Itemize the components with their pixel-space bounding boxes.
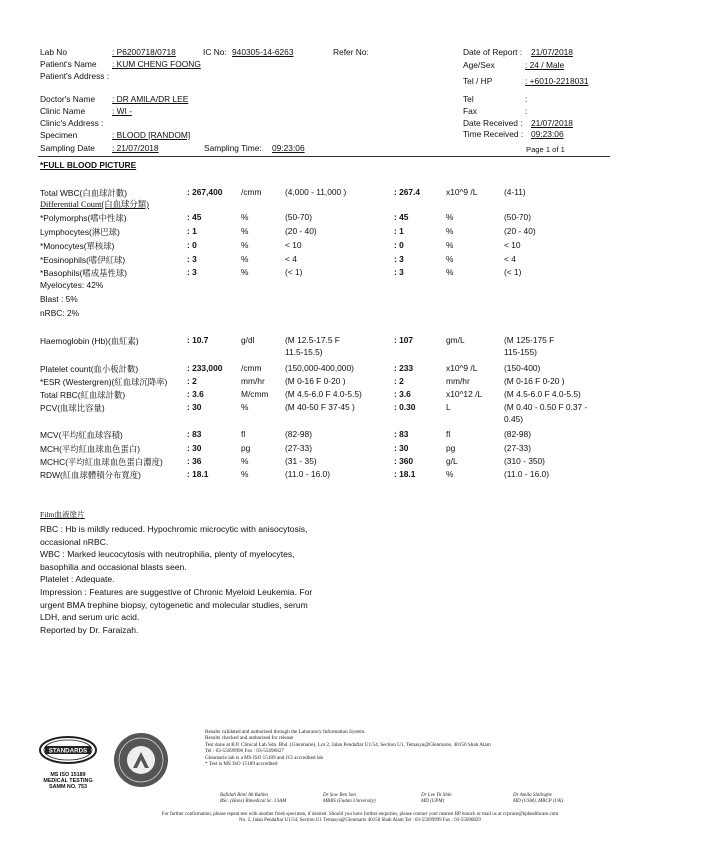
result-si-value: : 107 (394, 335, 414, 345)
date-received-value: 21/07/2018 (531, 118, 573, 128)
result-range: (50-70) (285, 212, 312, 222)
result-value: : 3.6 (187, 389, 204, 399)
tel-hp-label: Tel / HP (463, 76, 493, 86)
footer-contact-text (40, 812, 680, 825)
result-si-range: (82-98) (504, 429, 531, 439)
result-range: < 10 (285, 240, 302, 250)
result-si-unit: % (446, 267, 454, 277)
result-unit: % (241, 240, 249, 250)
result-si-value: : 1 (394, 226, 404, 236)
clinic-address-label: Clinic's Address : (40, 118, 104, 128)
result-row (0, 226, 718, 238)
result-si-unit: gm/L (446, 335, 465, 345)
result-si-value: : 0 (394, 240, 404, 250)
page-indicator: Page 1 of 1 (526, 145, 565, 154)
result-value: : 10.7 (187, 335, 209, 345)
result-si-value: : 2 (394, 376, 404, 386)
time-received-label: Time Received : (463, 129, 524, 139)
signatory (421, 793, 452, 805)
date-received-label: Date Received : (463, 118, 523, 128)
ic-no-value: 940305-14-6263 (232, 47, 294, 57)
result-si-unit: % (446, 226, 454, 236)
result-si-range: (310 - 350) (504, 456, 545, 466)
result-si-value: : 360 (394, 456, 414, 466)
film-note-line: basophilia and occasional blasts seen. (40, 561, 187, 572)
film-note-line: Reported by Dr. Faraizah. (40, 624, 139, 635)
result-value: : 2 (187, 376, 197, 386)
tel-hp-value: : +6010-2218031 (525, 76, 589, 86)
result-row (0, 240, 718, 252)
result-value: : 233,000 (187, 363, 223, 373)
result-si-range: < 4 (504, 254, 516, 264)
result-name: Total WBC(白血球計數) (40, 188, 128, 198)
film-note-line: WBC : Marked leucocytosis with neutrophilia, plenty of myelocytes, (40, 549, 295, 560)
lab-no-value: : P6200718/0718 (112, 47, 176, 57)
specimen-value: : BLOOD [RANDOM] (112, 130, 191, 140)
signatory (513, 793, 563, 805)
result-range: (20 - 40) (285, 226, 317, 236)
clinic-value: : WI - (112, 106, 133, 116)
footer-contact-line: For further confirmation, please repeat test with another fresh specimen, if desired. Should you have further enquiries, please contact your nearest BP branch or mail us at ccpcare@bphealthcare.com (161, 812, 559, 817)
validation-line: * Test is MS ISO 15189 accredited (205, 761, 278, 768)
signatory (220, 793, 286, 805)
result-row (0, 443, 718, 455)
date-report-value: 21/07/2018 (531, 47, 573, 57)
result-unit: % (241, 469, 249, 479)
result-unit: pg (241, 443, 251, 453)
film-note-line: RBC : Hb is mildly reduced. Hypochromic microcytic with anisocytosis, (40, 524, 308, 534)
result-value: : 45 (187, 212, 202, 222)
result-si-unit: x10^9 /L (446, 363, 478, 373)
result-range: (< 1) (285, 267, 303, 277)
result-range: (4,000 - 11,000 ) (285, 187, 347, 197)
sampling-date-value: : 21/07/2018 (112, 143, 159, 153)
result-name: RDW(紅血球體積分布寬度) (40, 470, 141, 480)
result-row (0, 335, 718, 347)
result-name: Lymphocytes(淋巴球) (40, 227, 120, 237)
validation-line: Results validated and authorised through the Laboratory Information System. (205, 729, 366, 735)
result-name: *ESR (Westergren)(紅血球沉降率) (40, 377, 168, 387)
result-si-value: : 30 (394, 443, 409, 453)
result-value: : 3 (187, 267, 197, 277)
result-range: (27-33) (285, 443, 312, 453)
refer-no-label: Refer No: (333, 47, 369, 57)
film-note-line: occasional nRBC. (40, 536, 109, 547)
validation-text (205, 729, 491, 767)
result-name: *Polymorphs(嗜中性球) (40, 213, 127, 223)
result-range: (31 - 35) (285, 456, 317, 466)
film-notes (40, 523, 340, 636)
result-range: 11.5-15.5) (285, 347, 323, 357)
result-name: Total RBC(紅血球計數) (40, 390, 126, 400)
result-unit: % (241, 226, 249, 236)
patient-name-value: : KUM CHENG FOONG (112, 59, 201, 69)
validation-line: Results checked and authorised for release (205, 735, 294, 742)
result-si-range: (50-70) (504, 212, 531, 222)
doctor-label: Doctor's Name (40, 94, 96, 104)
doctor-value: : DR AMILA/DR LEE (112, 94, 189, 104)
lab-no-label: Lab No (40, 47, 68, 57)
result-value: : 0 (187, 240, 197, 250)
result-row (0, 402, 718, 414)
result-name: Platelet count(血小板計數) (40, 364, 139, 374)
result-range: (M 0-16 F 0-20 ) (285, 376, 346, 386)
result-si-unit: x10^12 /L (446, 389, 483, 399)
result-si-value: : 3 (394, 254, 404, 264)
section-title: *FULL BLOOD PICTURE (40, 160, 137, 170)
result-name: *Basophils(嗜成基性球) (40, 268, 128, 278)
result-unit: M/cmm (241, 389, 269, 399)
signatory-name: Rafidah Binti Ab Rahim (220, 793, 268, 798)
age-sex-value: : 24 / Male (525, 60, 565, 70)
result-unit: /cmm (241, 363, 262, 373)
result-si-value: : 83 (394, 429, 409, 439)
result-value: : 267,400 (187, 187, 223, 197)
fax-value: : (525, 106, 528, 116)
ic-no-label: IC No: (203, 47, 227, 57)
result-row (0, 429, 718, 441)
result-unit: g/dl (241, 335, 255, 345)
validation-line: Test done at B.P. Clinical Lab Sdn. Bhd. (Glenmarie), Lot 2, Jalan Pendaftar U1/54, Section U1, Temasya@Glenmarie, 40150 Shah Alam (205, 741, 491, 748)
result-si-range: 0.45) (504, 414, 524, 424)
result-si-unit: % (446, 469, 454, 479)
result-value: : 18.1 (187, 469, 209, 479)
result-unit: % (241, 212, 249, 222)
result-si-value: : 233 (394, 363, 414, 373)
specimen-label: Specimen (40, 130, 78, 140)
result-si-value: : 267.4 (394, 187, 421, 197)
result-row (0, 294, 718, 306)
result-range: (M 4.5-6.0 F 4.0-5.5) (285, 389, 362, 399)
result-name: MCHC(平均紅血球血色蛋白濃度) (40, 457, 163, 467)
result-row (0, 267, 718, 279)
result-row (0, 389, 718, 401)
result-si-range: (M 4.5-6.0 F 4.0-5.5) (504, 389, 581, 399)
result-si-range: < 10 (504, 240, 521, 250)
film-note-line: Platelet : Adequate. (40, 574, 115, 585)
result-si-range: (M 125-175 F (504, 335, 555, 345)
jci-seal-icon (113, 732, 169, 788)
result-value: : 30 (187, 402, 202, 412)
result-name: Haemoglobin (Hb)(血紅素) (40, 336, 139, 346)
result-name: *Eosinophils(嗜伊紅球) (40, 255, 126, 265)
result-si-value: : 0.30 (394, 402, 416, 412)
result-si-unit: L (446, 402, 451, 412)
patient-address-label: Patient's Address : (40, 71, 110, 81)
patient-name-label: Patient's Name (40, 59, 97, 69)
result-row (0, 212, 718, 224)
result-name: MCV(平均紅血球容積) (40, 430, 123, 440)
result-row (0, 198, 718, 210)
result-si-unit: x10^9 /L (446, 187, 478, 197)
result-range: (M 12.5-17.5 F (285, 335, 340, 345)
result-si-unit: % (446, 240, 454, 250)
result-si-range: (20 - 40) (504, 226, 536, 236)
signatory-name: Dr Amila Sinlinghe (513, 793, 552, 798)
validation-line: Glenmarie lab is a MS ISO 15189 and JCI accredited lab (205, 754, 324, 761)
result-si-range: 115-155) (504, 347, 537, 357)
result-si-range: (150-400) (504, 363, 541, 373)
result-row (0, 469, 718, 481)
signatory-name: Dr Lee Yit Shin (421, 793, 452, 798)
result-range: < 4 (285, 254, 297, 264)
result-si-range: (< 1) (504, 267, 522, 277)
date-report-label: Date of Report : (463, 47, 523, 57)
signatory-qual: MD (UPM) (421, 799, 445, 804)
result-si-value: : 18.1 (394, 469, 416, 479)
result-si-value: : 3.6 (394, 389, 411, 399)
film-note-line: urgent BMA trephine biopsy, cytogenetic and molecular studies, serum (40, 599, 308, 610)
result-si-value: : 3 (394, 267, 404, 277)
result-name: Myelocytes: 42% (40, 280, 104, 290)
fax-label: Fax (463, 106, 477, 116)
result-name: PCV(血球比容量) (40, 403, 105, 413)
result-name: nRBC: 2% (40, 308, 80, 318)
signatory-qual: MD (USM), MRCP (UK) (513, 799, 564, 804)
result-si-unit: % (446, 254, 454, 264)
header-divider (38, 156, 610, 157)
sampling-time-label: Sampling Time: (204, 143, 262, 153)
result-value: : 3 (187, 254, 197, 264)
result-unit: /cmm (241, 187, 262, 197)
result-range: (M 40-50 F 37-45 ) (285, 402, 355, 412)
standards-logo (38, 735, 98, 765)
validation-line: Tel : 03-55699996 Fax : 03-55696827 (205, 748, 285, 755)
result-si-unit: % (446, 212, 454, 222)
film-note-line: LDH, and serum uric acid. (40, 612, 140, 623)
result-row (0, 308, 718, 320)
tel-label: Tel (463, 94, 474, 104)
result-value: : 83 (187, 429, 202, 439)
accreditation-line: SAMM NO. 753 (48, 784, 88, 791)
result-row (0, 363, 718, 375)
result-range: (150,000-400,000) (285, 363, 354, 373)
age-sex-label: Age/Sex (463, 60, 495, 70)
accreditation-line: MS ISO 15189 (50, 772, 86, 778)
result-row (0, 347, 718, 359)
accreditation-text (36, 772, 100, 791)
time-received-value: 09:23:06 (531, 129, 564, 139)
result-name: Differential Count(白血球分類) (40, 200, 149, 209)
result-si-range: (M 0.40 - 0.50 F 0.37 - (504, 402, 588, 412)
result-unit: % (241, 254, 249, 264)
film-note-line: Impression : Features are suggestive of Chronic Myeloid Leukemia. For (40, 586, 313, 597)
result-unit: mm/hr (241, 376, 265, 386)
signatory (323, 793, 376, 805)
result-row (0, 280, 718, 292)
result-unit: % (241, 402, 249, 412)
result-row (0, 456, 718, 468)
result-unit: % (241, 456, 249, 466)
standards-logo-text: STANDARDS (48, 747, 88, 755)
signatory-qual: MBBS (Fudan University) (323, 799, 376, 804)
result-value: : 30 (187, 443, 202, 453)
accreditation-line: MEDICAL TESTING (43, 778, 93, 785)
tel-value: : (525, 94, 528, 104)
result-row (0, 414, 718, 426)
result-row (0, 254, 718, 266)
sampling-date-label: Sampling Date (40, 143, 95, 153)
result-si-unit: pg (446, 443, 456, 453)
result-si-range: (11.0 - 16.0) (504, 469, 549, 479)
result-si-unit: mm/hr (446, 376, 470, 386)
result-unit: fl (241, 429, 246, 439)
result-si-range: (4-11) (504, 187, 526, 197)
result-name: *Monocytes(單核球) (40, 241, 115, 251)
result-range: (82-98) (285, 429, 312, 439)
result-range: (11.0 - 16.0) (285, 469, 330, 479)
signatory-qual: BSc. (Hons) Bimedical Sc. UiAM (220, 799, 287, 804)
result-si-value: : 45 (394, 212, 409, 222)
result-si-range: (M 0-16 F 0-20 ) (504, 376, 565, 386)
signatory-name: Dr Sow Ben Son (323, 793, 356, 798)
result-value: : 1 (187, 226, 197, 236)
result-si-range: (27-33) (504, 443, 531, 453)
sampling-time-value: 09:23:06 (272, 143, 305, 153)
result-value: : 36 (187, 456, 202, 466)
result-row (0, 376, 718, 388)
result-unit: % (241, 267, 249, 277)
result-si-unit: fl (446, 429, 451, 439)
result-si-unit: g/L (446, 456, 458, 466)
result-name: MCH(平均紅血球血色蛋白) (40, 444, 141, 454)
result-name: Blast : 5% (40, 294, 78, 304)
clinic-label: Clinic Name (40, 106, 86, 116)
footer-contact-line: No. 2, Jalan Pendaftar U1/54, Section U1 Temasya@Glenmarie 40150 Shah Alam Tel : 03-55699999 Fax : 03-55696829 (239, 818, 481, 824)
film-title: Film血液塗片 (40, 510, 85, 519)
